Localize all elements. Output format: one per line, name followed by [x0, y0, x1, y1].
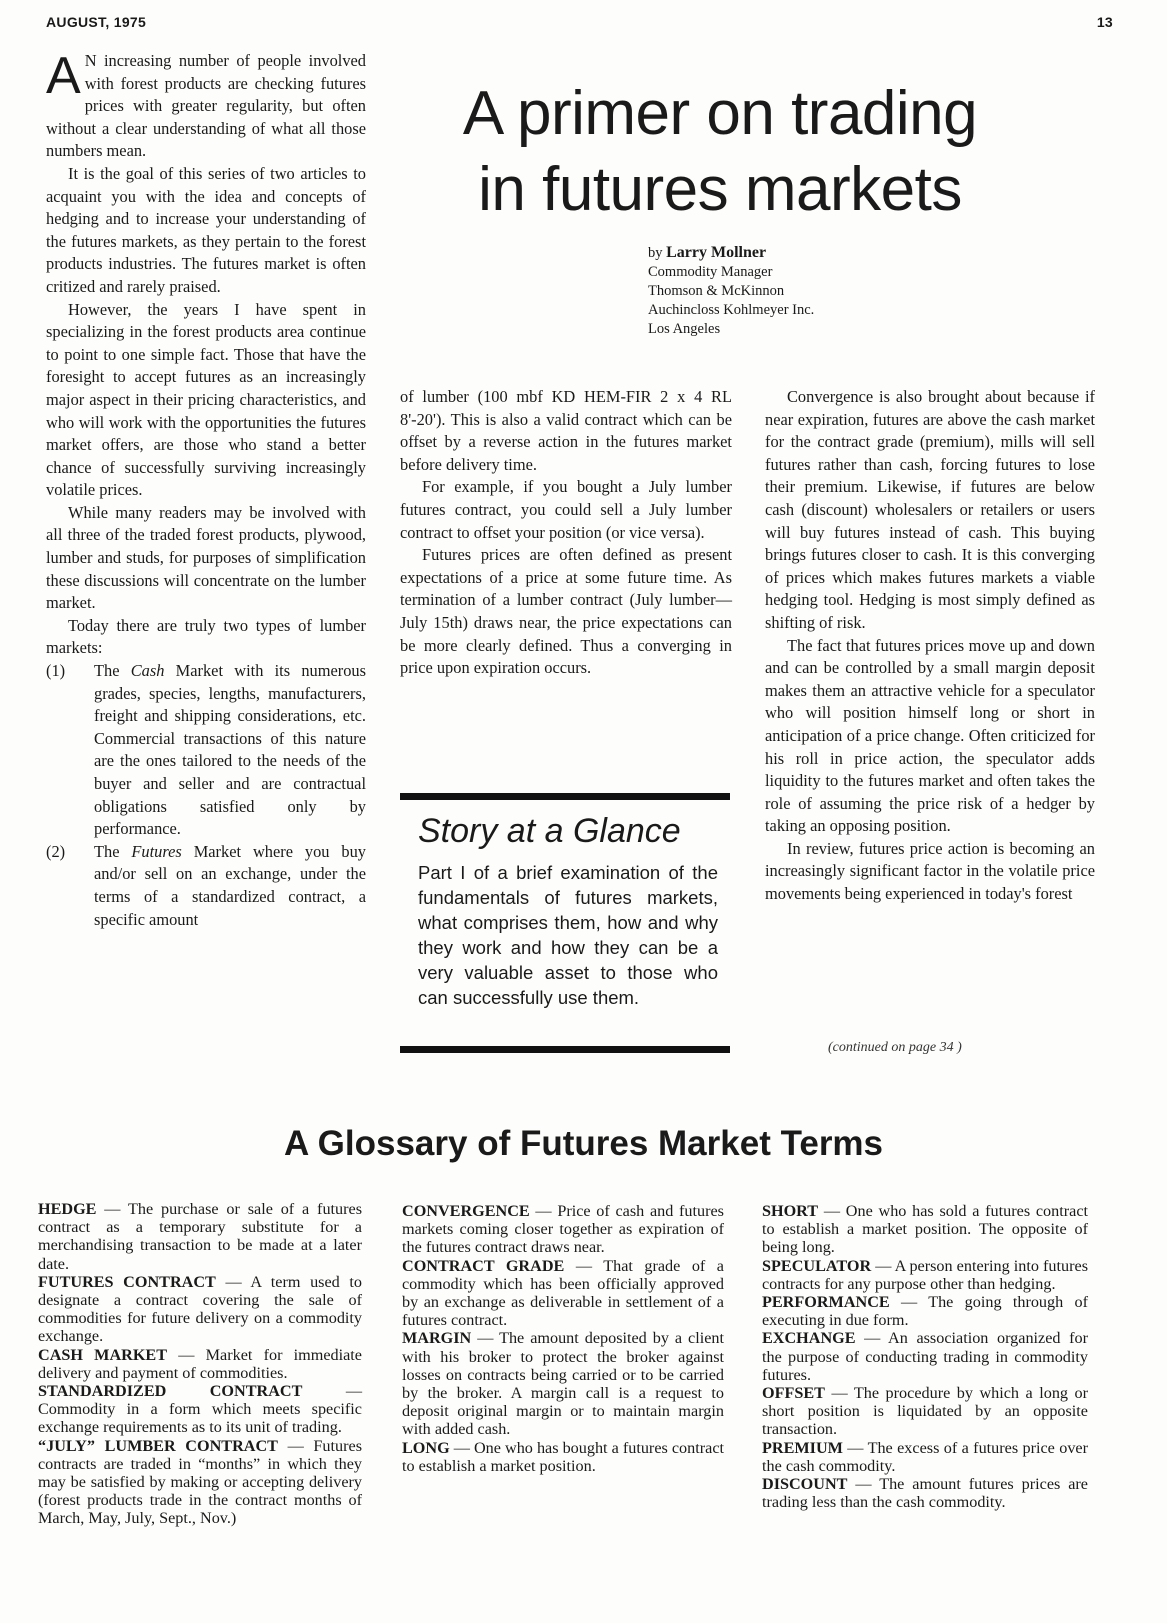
glossary-entry — [38, 1437, 362, 1528]
title-line-1: A primer on trading — [462, 79, 978, 148]
list-item-futures-market — [46, 841, 366, 931]
glossary-term: PERFORMANCE — [762, 1293, 890, 1312]
article-title — [420, 76, 1020, 228]
glossary-definition: — A person entering into futures contracts for any purpose other than hedging. — [762, 1256, 1088, 1293]
glossary-entry — [762, 1439, 1088, 1475]
list-emphasis: Futures — [131, 841, 182, 861]
list-text: The — [94, 841, 132, 861]
article-column-1 — [46, 47, 366, 931]
intro-text: N increasing number of people involved with forest products are checking futures prices with greater regularity, but often without a clear understanding of what all those numbers mean. — [46, 51, 366, 161]
glossary-entry — [762, 1384, 1088, 1439]
list-item-cash-market — [46, 660, 366, 841]
glossary-column-1 — [38, 1200, 362, 1528]
paragraph: of lumber (100 mbf KD HEM-FIR 2 x 4 RL 8'-20'). This is also a valid contract which can be offset by a reverse action in the futures market before delivery time. — [400, 387, 732, 474]
list-number: (1) — [46, 661, 66, 681]
paragraph: In review, futures price action is becoming an increasingly significant factor in the volatile price movements being experienced in today's forest — [765, 838, 1095, 904]
glossary-term: OFFSET — [762, 1384, 825, 1403]
glossary-term: HEDGE — [38, 1200, 97, 1218]
paragraph: For example, if you bought a July lumber futures contract, you could sell a July lumber contract to offset your position (or vice versa). — [400, 477, 732, 542]
glossary-definition: — A term used to designate a contract covering the sale of commodities for future delivery on a commodity exchange. — [38, 1272, 362, 1346]
glossary-definition: — One who has sold a futures contract to establish a market position. The opposite of being long. — [762, 1202, 1088, 1257]
glossary-term: MARGIN — [402, 1329, 472, 1348]
glossary-term: FUTURES CONTRACT — [38, 1272, 216, 1291]
glossary-definition: — The purchase or sale of a futures contract as a temporary substitute for a merchandising transaction to be made at a later date. — [38, 1200, 362, 1273]
glossary-definition: — The going through of executing in due form. — [762, 1293, 1088, 1330]
glossary-term: PREMIUM — [762, 1438, 843, 1457]
glossary-term: SHORT — [762, 1202, 819, 1220]
intro-paragraph — [46, 47, 366, 163]
glossary-entry — [762, 1329, 1088, 1384]
continued-note: (continued on page 34 ) — [828, 1040, 962, 1055]
paragraph: However, the years I have spent in specializing in the forest products area continue to point to one simple fact. Those that have the foresight to accept futures as an increasingly major aspect in their pricing characteristics, and who will work with the opportunities the futures market offers, are those who stand a better chance of successfully surviving increasingly volatile prices. — [46, 299, 366, 500]
market-types-list — [46, 660, 366, 931]
glossary-term: “JULY” LUMBER CONTRACT — [38, 1436, 278, 1455]
paragraph: Convergence is also brought about because if near expiration, futures are above the cash market for the contract grade (premium), mills will sell futures rather than cash, forcing futures to lose their premium. Likewise, if futures are below cash (discount) wholesalers or retailers or users will buy futures instead of cash. This buying brings futures closer to cash. It is this converging of prices which makes futures markets a viable hedging tool. Hedging is most simply defined as shifting of risk. — [765, 387, 1095, 632]
paragraph: Today there are truly two types of lumber markets: — [46, 615, 366, 658]
glossary-entry — [38, 1346, 362, 1382]
author-name: Larry Mollner — [666, 244, 767, 261]
paragraph: Futures prices are often defined as present expectations of a price at some future time. As termination of a lumber contract (July lumber—July 15th) draws near, the price expectations can be more clearly defined. Thus a converging in price upon expiration occurs. — [400, 545, 732, 678]
glance-heading: Story at a Glance — [418, 812, 681, 850]
byline — [648, 243, 968, 339]
glossary-definition: — One who has bought a futures contract to establish a market position. — [402, 1438, 724, 1475]
author-company-2: Auchincloss Kohlmeyer Inc. — [648, 302, 815, 318]
list-text: Market with its numerous grades, species, lengths, manufacturers, freight and shipping considerations, etc. Commercial transactions of this nature are the ones tailored to the needs of the buyer and seller and are contractual obligations satisfied only by performance. — [94, 661, 366, 839]
drop-cap: A — [46, 47, 81, 105]
author-city: Los Angeles — [648, 321, 721, 337]
glossary-definition: — The amount deposited by a client with his broker to protect the broker against losses on contracts being carried or to be carried by the broker. A margin call is a request to deposit original margin or to maintain margin with added cash. — [402, 1329, 724, 1439]
glossary-entry — [762, 1293, 1088, 1329]
glossary-entry — [38, 1200, 362, 1273]
glossary-entry — [402, 1202, 724, 1257]
glance-body: Part I of a brief examination of the fundamentals of futures markets, what comprises them, how and why they work and how they can be a very valuable asset to those who can successfully use them. — [418, 862, 718, 1008]
glossary-definition: — The excess of a futures price over the cash commodity. — [762, 1438, 1088, 1475]
glossary-title: A Glossary of Futures Market Terms — [283, 1124, 884, 1163]
glossary-term: DISCOUNT — [762, 1475, 848, 1494]
glance-bottom-rule — [400, 1046, 730, 1053]
list-text: The — [94, 661, 131, 681]
list-text: Market where you buy and/or sell on an exchange, under the terms of a standardized contract, a specific amount — [94, 841, 366, 929]
glossary-term: SPECULATOR — [762, 1256, 872, 1275]
glossary-definition: — That grade of a commodity which has been officially approved by an exchange as deliverable in settlement of a futures contract. — [402, 1256, 724, 1330]
glance-top-rule — [400, 793, 730, 800]
glossary-term: CONVERGENCE — [402, 1202, 530, 1220]
issue-date: AUGUST, 1975 — [46, 14, 147, 30]
list-number: (2) — [46, 841, 66, 861]
glossary-term: LONG — [402, 1438, 450, 1457]
glossary-term: CASH MARKET — [38, 1345, 168, 1364]
glossary-definition: — Futures contracts are traded in “months” in which they may be satisfied by making or accepting delivery (forest products trade in the contract months of March, May, July, Sept., Nov.) — [38, 1436, 362, 1528]
glossary-definition: — An association organized for the purpose of conducting trading in commodity futures. — [762, 1329, 1088, 1384]
glossary-entry — [762, 1202, 1088, 1257]
paragraph: While many readers may be involved with all three of the traded forest products, plywood, lumber and studs, for purposes of simplification these discussions will concentrate on the lumber market. — [46, 502, 366, 613]
glossary-entry — [402, 1329, 724, 1438]
author-role: Commodity Manager — [648, 264, 773, 280]
paragraph: It is the goal of this series of two articles to acquaint you with the idea and concepts of hedging and to increase your understanding of the futures markets, as they pertain to the forest products industries. The futures market is often critized and rarely praised. — [46, 163, 366, 296]
glossary-term: STANDARDIZED CONTRACT — [38, 1382, 303, 1401]
paragraph: The fact that futures prices move up and down and can be controlled by a small margin deposit makes them an attractive vehicle for a speculator who will position himself long or short in anticipation of a price change. Often criticized for his roll in price action, the speculator adds liquidity to the futures market and often takes the role of assuming the price risk of a hedger by taking an opposing position. — [765, 635, 1095, 836]
list-emphasis: Cash — [130, 661, 165, 681]
glossary-entry — [402, 1439, 724, 1475]
glossary-definition: — Market for immediate delivery and payment of commodities. — [38, 1345, 362, 1382]
glossary-term: EXCHANGE — [762, 1329, 856, 1348]
author-company-1: Thomson & McKinnon — [648, 283, 785, 299]
glossary-entry — [38, 1382, 362, 1437]
glossary-definition: — The procedure by which a long or short position is liquidated by an opposite transaction. — [762, 1384, 1088, 1439]
article-column-2 — [400, 386, 732, 680]
glossary-entry — [38, 1273, 362, 1346]
title-line-2: in futures markets — [478, 155, 962, 224]
glossary-entry — [402, 1257, 724, 1330]
article-column-3 — [765, 386, 1095, 906]
glossary-definition: — Price of cash and futures markets coming closer together as expiration of the futures contract draws near. — [402, 1202, 724, 1257]
glossary-term: CONTRACT GRADE — [402, 1256, 565, 1275]
glossary-column-3 — [762, 1202, 1088, 1511]
glossary-entry — [762, 1475, 1088, 1511]
glossary-definition: — The amount futures prices are trading less than the cash commodity. — [762, 1475, 1088, 1512]
byline-by: by — [648, 245, 663, 261]
glossary-definition: — Commodity in a form which meets specific exchange requirements as to its unit of trading. — [38, 1382, 362, 1437]
glossary-entry — [762, 1257, 1088, 1293]
glossary-column-2 — [402, 1202, 724, 1475]
byline-author-line — [648, 243, 968, 263]
page-number: 13 — [1096, 14, 1113, 30]
